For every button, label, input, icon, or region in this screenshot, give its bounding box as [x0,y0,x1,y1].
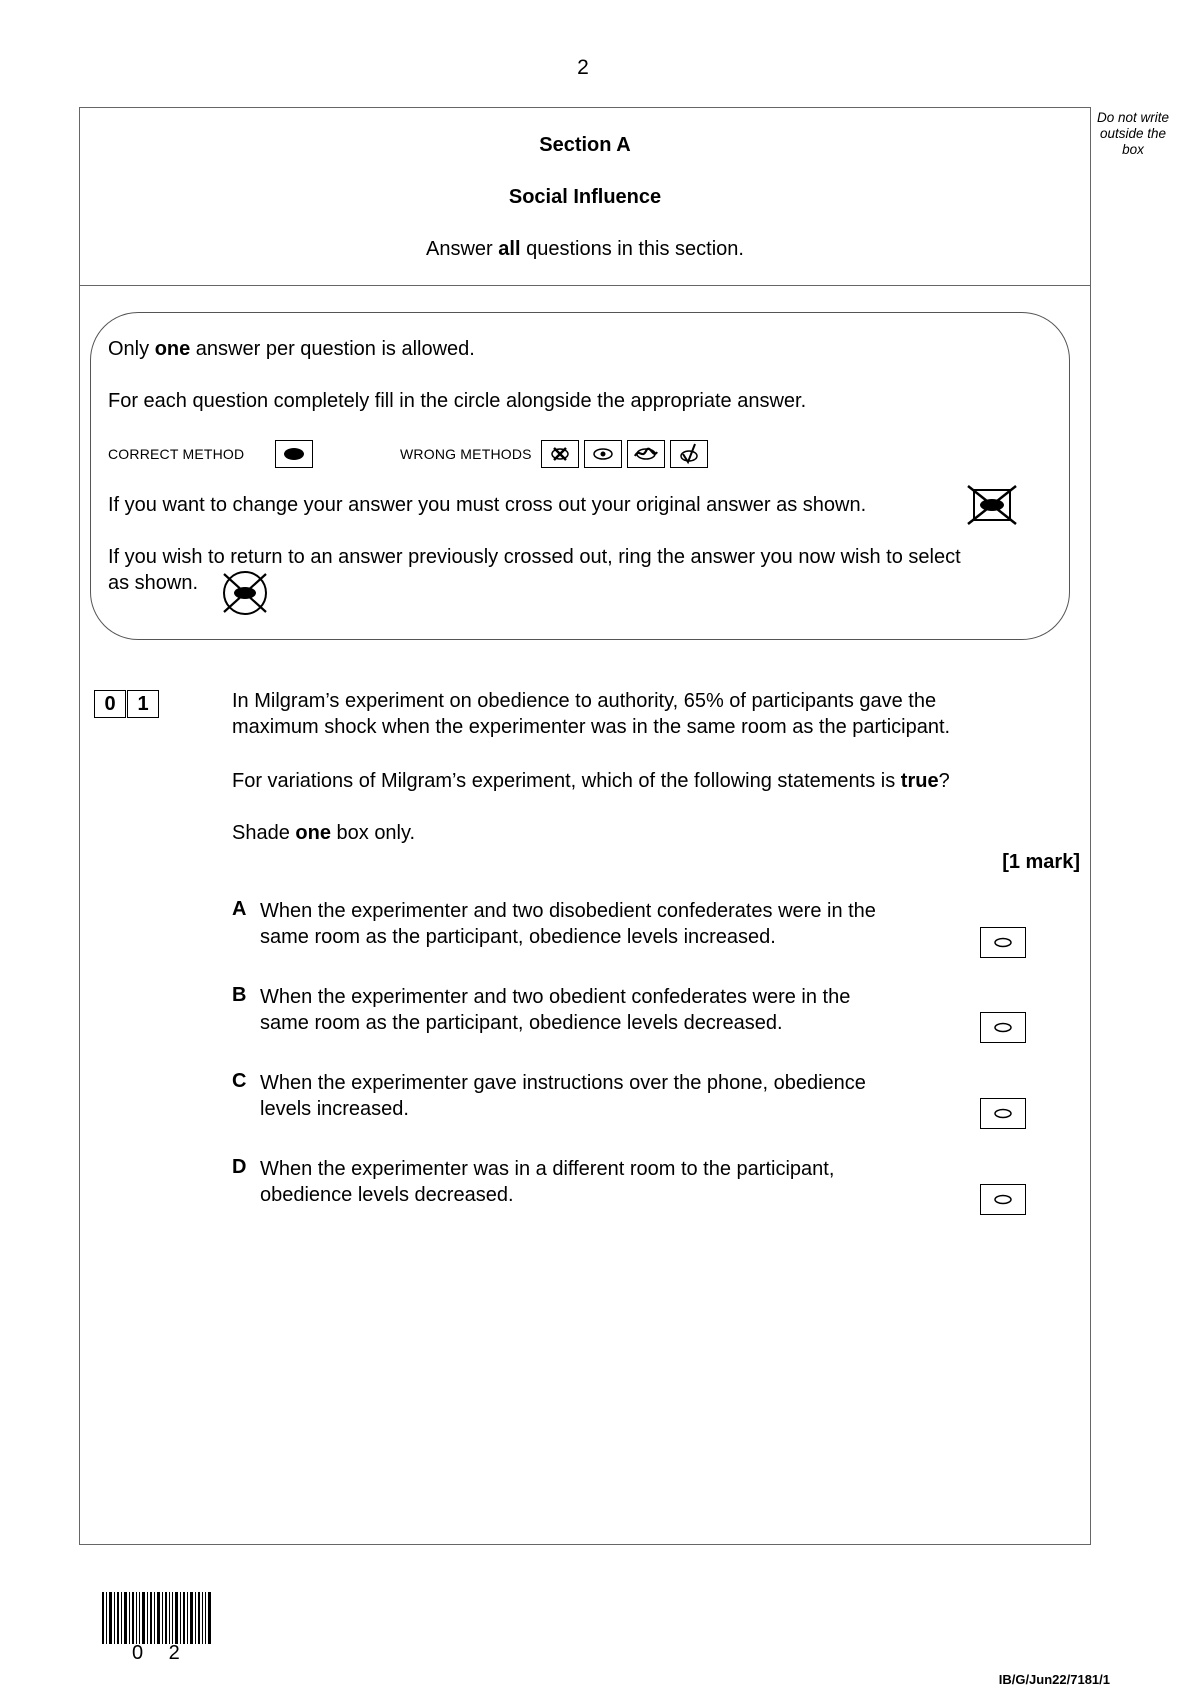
answer-oval-icon [993,1108,1013,1119]
margin-note: Do not write outside the box [1096,110,1170,157]
cross-out-example-icon [966,484,1018,526]
instruction-cross-out: If you want to change your answer you must cross out your original answer as shown. [108,494,867,516]
wrong-method-tick-icon [670,440,708,468]
section-subtitle: Social Influence [508,186,662,208]
option-text-line2: obedience levels decreased. [260,1184,514,1206]
option-text-line2: same room as the participant, obedience levels increased. [260,926,776,948]
shade-instruction: Shade one box only. [232,822,416,844]
option-text-line2: levels increased. [260,1098,409,1120]
option-letter: C [232,1070,247,1092]
answer-box-d[interactable] [980,1184,1026,1215]
page-number: 2 [577,56,589,79]
answer-oval-icon [993,1022,1013,1033]
question-stem-line2: maximum shock when the experimenter was in the same room as the participant. [232,716,951,738]
section-divider [79,285,1091,286]
option-text-line2: same room as the participant, obedience levels decreased. [260,1012,783,1034]
ring-example-icon [218,570,272,616]
instruction-one-answer: Only one answer per question is allowed. [108,338,475,360]
question-number-digit: 1 [127,690,159,718]
instruction-ring-line1: If you wish to return to an answer previously crossed out, ring the answer you now wish to select [108,546,961,568]
instruction-fill-circle: For each question completely fill in the circle alongside the appropriate answer. [108,390,807,412]
answer-oval-icon [993,1194,1013,1205]
wrong-method-cross-icon [541,440,579,468]
answer-box-a[interactable] [980,927,1026,958]
paper-code: IB/G/Jun22/7181/1 [998,1672,1110,1687]
marks-allocation: [1 mark] [1002,851,1080,873]
option-text-line1: When the experimenter and two disobedient confederates were in the [260,900,876,922]
section-title: Section A [539,134,631,156]
option-text-line1: When the experimenter and two obedient confederates were in the [260,986,851,1008]
option-text-line1: When the experimenter was in a different room to the participant, [260,1158,835,1180]
answer-box-b[interactable] [980,1012,1026,1043]
section-instruction: Answer all questions in this section. [426,238,744,260]
question-stem-line1: In Milgram’s experiment on obedience to authority, 65% of participants gave the [232,690,937,712]
option-letter: A [232,898,247,920]
barcode-icon [102,1592,212,1644]
wrong-methods-label: WRONG METHODS [400,446,532,462]
answer-box-c[interactable] [980,1098,1026,1129]
wrong-method-dot-icon [584,440,622,468]
question-prompt: For variations of Milgram’s experiment, which of the following statements is true? [232,770,950,792]
correct-method-example-icon [275,440,313,468]
wrong-method-scribble-icon [627,440,665,468]
correct-method-label: CORRECT METHOD [108,446,245,462]
question-number-digit: 0 [94,690,126,718]
answer-oval-icon [993,937,1013,948]
option-text-line1: When the experimenter gave instructions over the phone, obedience [260,1072,866,1094]
barcode-number: 0 2 [132,1642,190,1664]
option-letter: B [232,984,247,1006]
option-letter: D [232,1156,247,1178]
instruction-ring-line2: as shown. [108,572,199,594]
